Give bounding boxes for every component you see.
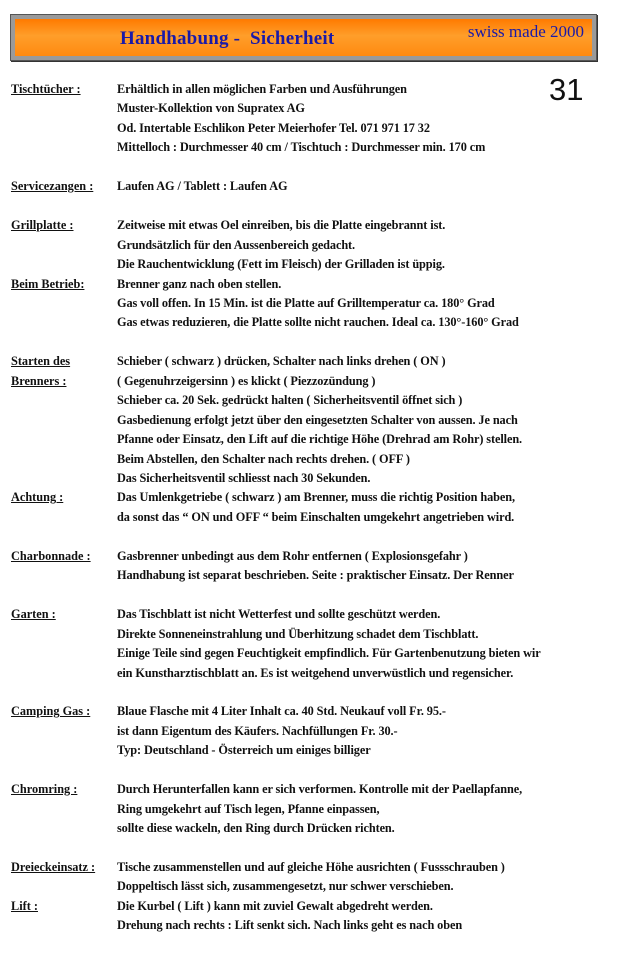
section-label: Garten : <box>11 607 56 622</box>
section-text-line: Gas etwas reduzieren, die Platte sollte nicht rauchen. Ideal ca. 130°-160° Grad <box>117 315 519 330</box>
swiss-made-badge: swiss made 2000 <box>467 22 584 41</box>
section-text-line: Brenner ganz nach oben stellen. <box>117 276 282 291</box>
section-label: Servicezangen : <box>11 179 94 194</box>
section-text-line: Beim Abstellen, den Schalter nach rechts drehen. ( OFF ) <box>117 451 410 466</box>
section-text-line: Schieber ( schwarz ) drücken, Schalter nach links drehen ( ON ) <box>117 354 446 369</box>
section-label: Brenners : <box>11 373 67 388</box>
section-label: Camping Gas : <box>11 704 91 719</box>
section-text-line: Die Rauchentwicklung (Fett im Fleisch) der Grilladen ist üppig. <box>117 257 445 272</box>
section-text-line: Typ: Deutschland - Österreich um einiges billiger <box>117 743 371 758</box>
section-text-line: Blaue Flasche mit 4 Liter Inhalt ca. 40 Std. Neukauf voll Fr. 95.- <box>117 704 446 719</box>
section-label: Lift : <box>11 898 38 913</box>
section-text-line: Tische zusammenstellen und auf gleiche Höhe ausrichten ( Fussschrauben ) <box>117 860 505 874</box>
section-text-line: Ring umgekehrt auf Tisch legen, Pfanne einpassen, <box>117 801 380 816</box>
section-text-line: Grundsätzlich für den Aussenbereich gedacht. <box>117 237 356 252</box>
section-text-line: Die Kurbel ( Lift ) kann mit zuviel Gewalt abgedreht werden. <box>117 898 433 913</box>
section-text-line: Drehung nach rechts : Lift senkt sich. Nach links geht es nach oben <box>117 918 463 933</box>
section-text-line: Schieber ca. 20 Sek. gedrückt halten ( Sicherheitsventil öffnet sich ) <box>117 393 463 408</box>
page-number: 31 <box>549 72 584 107</box>
section-text-line: Einige Teile sind gegen Feuchtigkeit empfindlich. Für Gartenbenutzung bieten wir <box>117 646 541 661</box>
section-label: Chromring : <box>11 782 78 797</box>
section-text-line: Doppeltisch lässt sich, zusammengesetzt, nur schwer verschieben. <box>117 879 454 894</box>
section-text-line: Das Umlenkgetriebe ( schwarz ) am Brenner, muss die richtig Position haben, <box>117 490 515 505</box>
section-label: Dreieckeinsatz : <box>11 860 96 874</box>
section-text-line: ( Gegenuhrzeigersinn ) es klickt ( Piezzozündung ) <box>117 373 376 388</box>
section-text-line: Laufen AG / Tablett : Laufen AG <box>117 179 288 194</box>
section-text-line: ist dann Eigentum des Käufers. Nachfüllungen Fr. 30.- <box>117 723 398 738</box>
section-text-line: Handhabung ist separat beschrieben. Seite : praktischer Einsatz. Der Renner <box>117 568 514 583</box>
section-text-line: Gas voll offen. In 15 Min. ist die Platte auf Grilltemperatur ca. 180° Grad <box>117 295 495 310</box>
section-text-line: ein Kunstharztischblatt an. Es ist weitgehend unverwüstlich und regensicher. <box>117 665 514 680</box>
page-title: Handhabung - Sicherheit <box>120 28 335 49</box>
section-label: Achtung : <box>11 490 64 505</box>
section-text-line: Durch Herunterfallen kann er sich verformen. Kontrolle mit der Paellapfanne, <box>117 782 523 797</box>
section-text-line: Gasbrenner unbedingt aus dem Rohr entfernen ( Explosionsgefahr ) <box>117 548 468 563</box>
section-text-line: Muster-Kollektion von Supratex AG <box>117 101 305 116</box>
section-text-line: Direkte Sonneneinstrahlung und Überhitzung schadet dem Tischblatt. <box>117 626 479 641</box>
section-text-line: Das Tischblatt ist nicht Wetterfest und sollte geschützt werden. <box>117 607 441 622</box>
section-text-line: Pfanne oder Einsatz, den Lift auf die richtige Höhe (Drehrad am Rohr) stellen. <box>117 432 523 447</box>
section-label: Tischtücher : <box>11 82 81 96</box>
section-label: Grillplatte : <box>11 218 74 233</box>
section-text-line: Das Sicherheitsventil schliesst nach 30 Sekunden. <box>117 471 371 485</box>
section-text-line: Od. Intertable Eschlikon Peter Meierhofer Tel. 071 971 17 32 <box>117 120 430 135</box>
section-label: Charbonnade : <box>11 548 91 563</box>
section-text-line: Gasbedienung erfolgt jetzt über den eingesetzten Schalter von aussen. Je nach <box>117 412 518 427</box>
section-text-line: Erhältlich in allen möglichen Farben und Ausführungen <box>117 82 407 96</box>
section-text-line: da sonst das “ ON und OFF “ beim Einschalten umgekehrt angetrieben wird. <box>117 509 515 524</box>
section-text-line: Zeitweise mit etwas Oel einreiben, bis die Platte eingebrannt ist. <box>117 218 446 233</box>
section-label: Beim Betrieb: <box>11 276 85 291</box>
section-label: Starten des <box>11 354 71 369</box>
section-text-line: Mittelloch : Durchmesser 40 cm / Tischtuch : Durchmesser min. 170 cm <box>117 140 486 155</box>
section-text-line: sollte diese wackeln, den Ring durch Drücken richten. <box>117 821 395 836</box>
